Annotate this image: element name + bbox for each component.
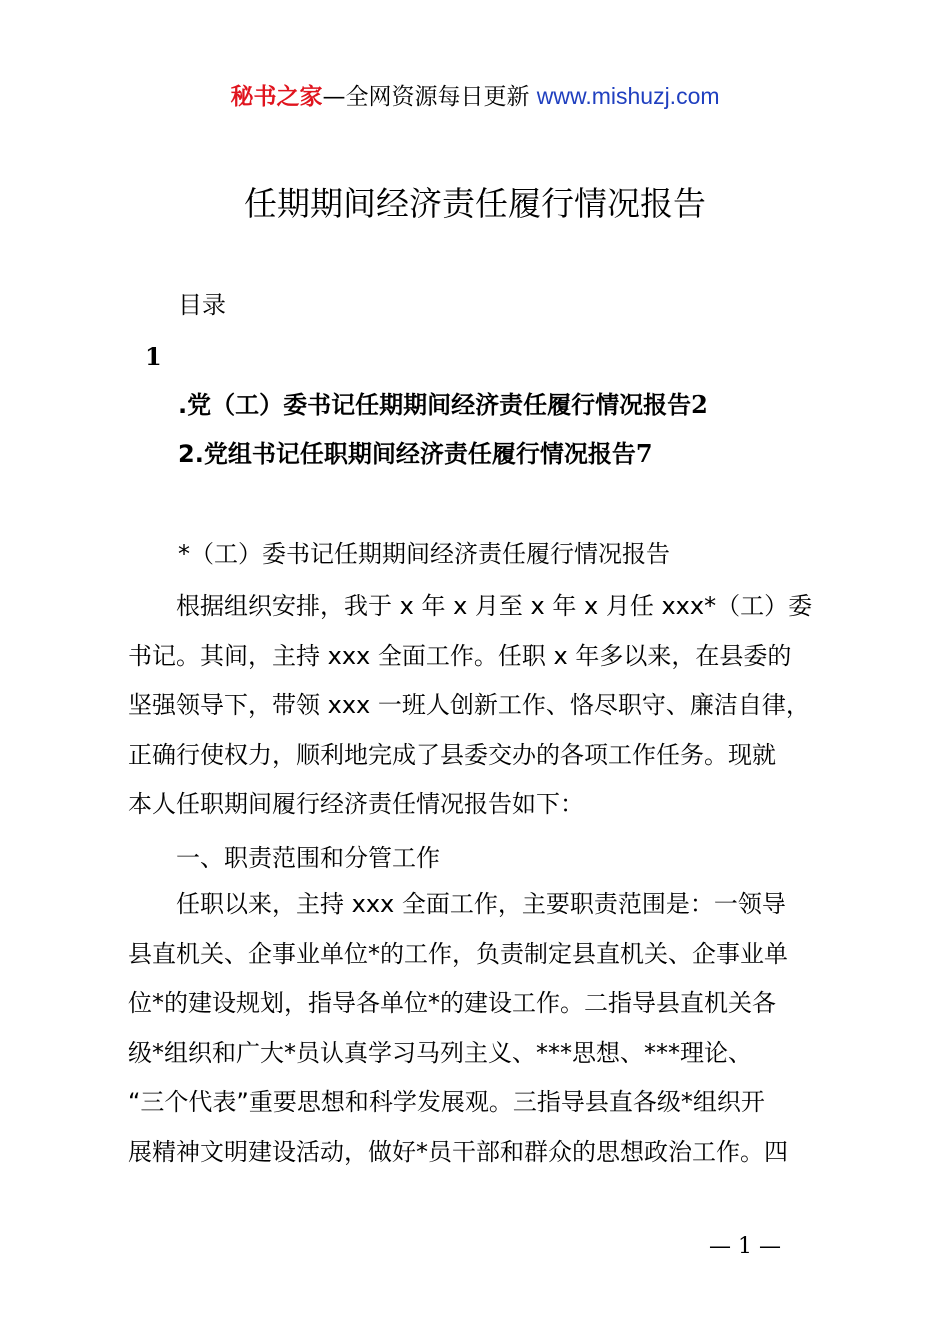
text-line: 级*组织和广大*员认真学习马列主义、***思想、***理论、	[128, 1038, 752, 1067]
toc-item-text: .党（工）委书记任期期间经济责任履行情况报告	[178, 391, 692, 419]
text-line: 本人任职期间履行经济责任情况报告如下：	[128, 790, 584, 818]
text-line: 正确行使权力，顺利地完成了县委交办的各项工作任务。现就	[128, 740, 776, 769]
document-title: 任期期间经济责任履行情况报告	[244, 184, 706, 223]
text-line: 坚强领导下，带领 xxx 一班人创新工作、恪尽职守、廉洁自律，	[128, 691, 810, 719]
text-line: 县直机关、企事业单位*的工作，负责制定县直机关、企事业单	[128, 939, 788, 968]
toc-item[interactable]	[178, 388, 708, 422]
text-line: 根据组织安排，我于 x 年 x 月至 x 年 x 月任 xxx*（工）委	[128, 592, 813, 620]
paragraph-2	[128, 880, 838, 1177]
section-title: *（工）委书记任期期间经济责任履行情况报告	[178, 540, 670, 568]
site-header	[0, 80, 950, 113]
toc-item-text: 2.党组书记任职期间经济责任履行情况报告	[178, 440, 636, 468]
text-line: 任职以来，主持 xxx 全面工作，主要职责范围是：一领导	[128, 890, 786, 918]
brand-name: 秘书之家	[230, 84, 323, 110]
text-line: 展精神文明建设活动，做好*员干部和群众的思想政治工作。四	[128, 1137, 788, 1166]
toc-item-page: 7	[635, 439, 653, 468]
toc-heading: 目录	[178, 291, 226, 319]
header-tagline: —全网资源每日更新	[322, 84, 537, 110]
toc-number: 1	[145, 342, 162, 371]
text-line: 位*的建设规划，指导各单位*的建设工作。二指导县直机关各	[128, 989, 776, 1017]
heading-1	[128, 834, 838, 884]
text-line: 书记。其间，主持 xxx 全面工作。任职 x 年多以来，在县委的	[128, 641, 792, 670]
heading-line: 一、职责范围和分管工作	[128, 844, 440, 872]
toc-item-page: 2	[691, 390, 708, 419]
toc-item[interactable]	[178, 437, 653, 471]
paragraph-1	[128, 582, 838, 830]
page-number: — 1 —	[709, 1234, 781, 1259]
site-url-link[interactable]: www.mishuzj.com	[536, 83, 720, 109]
text-line: “三个代表”重要思想和科学发展观。三指导县直各级*组织开	[128, 1088, 765, 1116]
